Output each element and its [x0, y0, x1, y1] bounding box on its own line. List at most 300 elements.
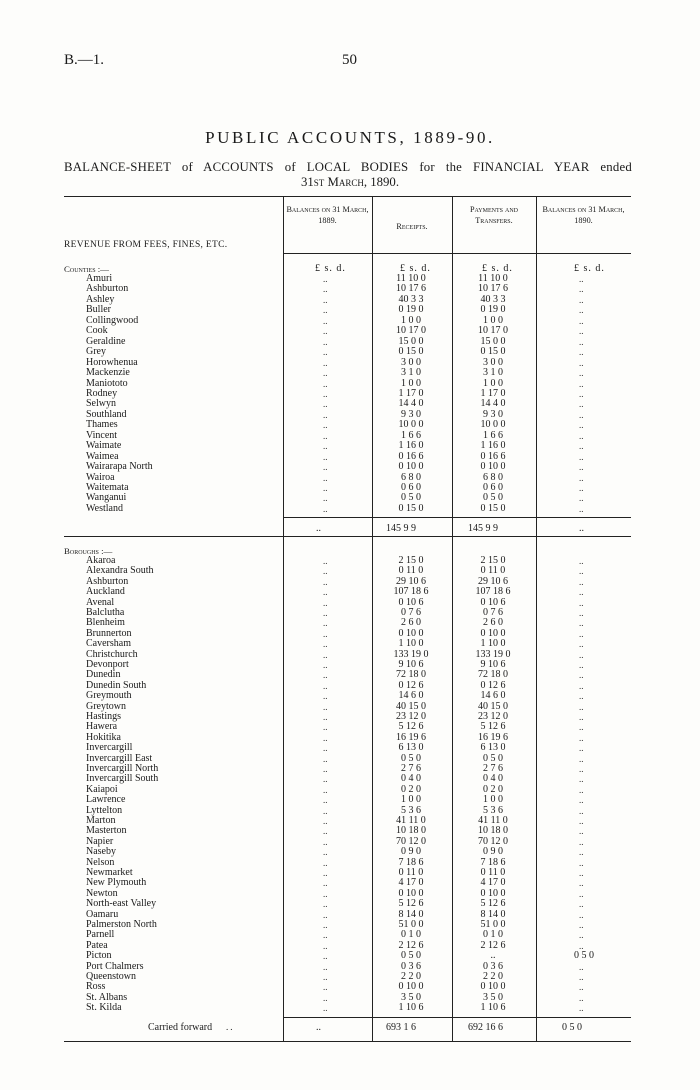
cell-receipts: 7 18 6: [398, 856, 424, 868]
cell-payments: 3 0 0: [483, 356, 503, 368]
cell-opening: ..: [323, 691, 328, 702]
group-heading-boroughs: Boroughs :—: [64, 546, 113, 556]
cell-payments: 1 0 0: [483, 314, 503, 326]
page-reference: B.—1.: [64, 52, 105, 68]
table-row: [64, 399, 631, 410]
cell-opening: ..: [323, 660, 328, 670]
row-name: Southland: [86, 408, 127, 420]
cell-payments: 70 12 0: [478, 835, 508, 847]
table-row: [64, 629, 631, 640]
cell-opening: ..: [323, 951, 328, 962]
cell-receipts: 1 10 6: [398, 1002, 424, 1014]
cell-receipts: 0 2 0: [401, 783, 421, 795]
header-rule: [283, 253, 631, 254]
cell-receipts: 8 14 0: [398, 908, 424, 920]
cell-receipts: 0 15 0: [398, 346, 424, 358]
cell-closing: ..: [579, 691, 584, 702]
row-name: Masterton: [86, 825, 127, 837]
cell-payments: 0 6 0: [483, 482, 503, 493]
cell-opening: ..: [323, 774, 328, 785]
table-row: [64, 930, 631, 941]
cell-receipts: 0 11 0: [398, 565, 424, 577]
table-row: [64, 483, 631, 494]
cell-closing: ..: [579, 556, 584, 566]
cell-opening: ..: [323, 326, 328, 337]
cell-opening: ..: [323, 628, 328, 639]
cell-opening: ..: [323, 378, 328, 389]
table-row: [64, 774, 631, 785]
cell-payments: 8 14 0: [480, 908, 506, 920]
cell-closing: ..: [579, 868, 584, 878]
cell-receipts: 1 17 0: [398, 387, 424, 399]
row-name: Vincent: [86, 429, 118, 441]
cell-payments: 41 11 0: [478, 815, 508, 826]
row-name: Wanganui: [86, 492, 127, 504]
cell-opening: ..: [323, 930, 328, 941]
cell-receipts: 72 18 0: [396, 669, 426, 681]
row-name: Nelson: [86, 856, 115, 868]
row-name: New Plymouth: [86, 877, 147, 889]
balance-sheet-table: [64, 196, 631, 1042]
row-name: Brunnerton: [86, 627, 132, 639]
cell-receipts: 0 10 6: [398, 596, 424, 608]
table-row: [64, 972, 631, 983]
cell-payments: 2 6 0: [483, 617, 503, 629]
row-name: Devonport: [86, 659, 129, 670]
cell-closing: ..: [579, 388, 584, 399]
row-name: Lawrence: [86, 794, 126, 806]
cell-closing: ..: [579, 649, 584, 660]
row-name: Napier: [86, 835, 114, 847]
cell-opening: ..: [323, 566, 328, 577]
cell-closing: ..: [579, 836, 584, 847]
cell-receipts: 0 11 0: [398, 867, 424, 878]
row-name: Mackenzie: [86, 367, 130, 379]
cell-receipts: 0 9 0: [401, 846, 421, 858]
total-rule: [283, 1017, 631, 1018]
cell-closing: ..: [579, 472, 584, 483]
row-name: Newton: [86, 887, 118, 899]
table-row: [64, 785, 631, 796]
cell-closing: ..: [579, 326, 584, 337]
table-row: [64, 816, 631, 827]
row-name: Waimate: [86, 440, 122, 452]
cell-closing: ..: [579, 784, 584, 795]
table-row: [64, 795, 631, 806]
cell-opening: ..: [323, 795, 328, 806]
cell-opening: ..: [323, 940, 328, 951]
row-name: Invercargill East: [86, 752, 153, 764]
cell-payments: 0 5 0: [483, 752, 503, 764]
group-heading-counties: Counties :—: [64, 264, 109, 274]
table-row: [64, 639, 631, 650]
subtotal-rule: [283, 517, 631, 518]
cell-receipts: 14 4 0: [398, 398, 424, 410]
row-name: Grey: [86, 346, 106, 358]
cell-opening: ..: [323, 597, 328, 608]
row-name: Blenheim: [86, 617, 125, 629]
cell-opening: ..: [323, 451, 328, 462]
cell-closing: ..: [579, 992, 584, 1003]
table-row: [64, 441, 631, 452]
cell-closing: ..: [579, 420, 584, 431]
cell-receipts: 3 5 0: [401, 991, 421, 1003]
cell-receipts: 11 10 0: [396, 273, 426, 284]
table-row: [64, 858, 631, 869]
row-name: Newmarket: [86, 867, 133, 878]
cell-payments: 2 12 6: [480, 939, 506, 951]
cell-closing: ..: [579, 920, 584, 930]
row-name: Westland: [86, 502, 123, 514]
cell-opening: ..: [323, 764, 328, 774]
table-row: [64, 1003, 631, 1014]
cell-opening: ..: [323, 888, 328, 899]
col-header-closing: Balances on 31 March, 1890.: [542, 205, 625, 225]
row-name: Kaiapoi: [86, 783, 118, 795]
cell-payments: 4 17 0: [480, 877, 506, 889]
cell-payments: 2 2 0: [483, 971, 503, 982]
cell-closing: ..: [579, 670, 584, 681]
row-name: Port Chalmers: [86, 960, 144, 972]
row-name: Greymouth: [86, 690, 132, 702]
table-row: [64, 962, 631, 973]
table-row: [64, 993, 631, 1004]
cell-receipts: 3 0 0: [401, 356, 421, 368]
section-heading: REVENUE FROM FEES, FINES, ETC.: [64, 240, 228, 250]
cell-closing: ..: [579, 847, 584, 858]
cell-receipts: 1 0 0: [401, 314, 421, 326]
cell-payments: 10 0 0: [480, 419, 506, 431]
row-name: Ashley: [86, 293, 115, 305]
cell-payments: 14 4 0: [480, 398, 506, 410]
cell-payments: 0 10 0: [480, 627, 506, 639]
cell-opening: ..: [323, 608, 328, 618]
counties-total-closing: ..: [579, 523, 584, 534]
unit-label: £ s. d.: [315, 263, 346, 274]
cell-closing: ..: [579, 899, 584, 910]
row-name: Cook: [86, 325, 108, 337]
row-name: Palmerston North: [86, 919, 157, 930]
cell-closing: ..: [579, 576, 584, 587]
cell-payments: 3 5 0: [483, 991, 503, 1003]
table-row: [64, 326, 631, 337]
cell-receipts: 2 2 0: [401, 971, 421, 982]
cell-payments: 40 15 0: [478, 700, 508, 712]
table-row: [64, 702, 631, 713]
row-name: Invercargill South: [86, 773, 159, 785]
table-row: [64, 650, 631, 661]
cell-closing: ..: [579, 982, 584, 993]
cell-payments: 3 1 0: [483, 367, 503, 379]
cell-receipts: 5 12 6: [398, 898, 424, 910]
cell-payments: 0 16 6: [480, 450, 506, 462]
cell-payments: 0 15 0: [480, 502, 506, 514]
col-header-receipts: Receipts.: [396, 222, 428, 231]
row-name: Collingwood: [86, 314, 139, 326]
row-name: North-east Valley: [86, 898, 157, 910]
subtitle-date: 31st March, 1890.: [300, 175, 400, 189]
cell-opening: ..: [323, 847, 328, 858]
cell-receipts: 1 0 0: [401, 794, 421, 806]
row-name: Balclutha: [86, 607, 125, 618]
cell-closing: ..: [579, 909, 584, 920]
cell-closing: ..: [579, 857, 584, 868]
cell-receipts: 40 3 3: [398, 293, 424, 305]
row-name: Thames: [86, 419, 118, 431]
cell-closing: ..: [579, 764, 584, 774]
cell-opening: ..: [323, 576, 328, 587]
cell-closing: ..: [579, 701, 584, 712]
cell-opening: ..: [323, 294, 328, 305]
table-row: [64, 274, 631, 285]
cell-receipts: 40 15 0: [396, 700, 426, 712]
table-row: [64, 826, 631, 837]
cell-receipts: 0 3 6: [401, 960, 421, 972]
cell-payments: 1 17 0: [480, 387, 506, 399]
cell-closing: ..: [579, 639, 584, 650]
cell-payments: 0 15 0: [480, 346, 506, 358]
cell-opening: ..: [323, 712, 328, 722]
row-name: Lyttelton: [86, 804, 123, 816]
cell-closing: ..: [579, 888, 584, 899]
cell-closing: ..: [579, 878, 584, 889]
subtitle: BALANCE-SHEET of ACCOUNTS of LOCAL BODIES for the FINANCIAL YEAR ended: [64, 160, 632, 174]
cell-receipts: 10 0 0: [398, 419, 424, 431]
cell-payments: 5 3 6: [483, 804, 503, 816]
cell-opening: ..: [323, 336, 328, 347]
table-row: [64, 305, 631, 316]
cell-opening: ..: [323, 315, 328, 326]
row-name: Avenal: [86, 596, 115, 608]
cell-opening: ..: [323, 784, 328, 795]
cell-closing: ..: [579, 618, 584, 629]
cell-opening: ..: [323, 503, 328, 514]
cell-receipts: 107 18 6: [393, 586, 429, 598]
table-row: [64, 982, 631, 993]
row-name: Rodney: [86, 387, 118, 399]
cell-payments: 0 12 6: [480, 679, 506, 691]
row-name: Selwyn: [86, 398, 116, 410]
cell-opening: ..: [323, 587, 328, 598]
table-row: [64, 941, 631, 952]
table-row: [64, 379, 631, 390]
cell-closing: ..: [579, 378, 584, 389]
row-name: Geraldine: [86, 335, 126, 347]
cell-opening: ..: [323, 274, 328, 284]
row-name: Wairarapa North: [86, 461, 153, 473]
table-row: [64, 868, 631, 879]
cell-closing: ..: [579, 347, 584, 358]
row-name: Dunedin South: [86, 679, 147, 691]
cell-closing: ..: [579, 430, 584, 441]
cell-closing: ..: [579, 930, 584, 941]
cell-opening: ..: [323, 816, 328, 826]
cell-closing: ..: [579, 961, 584, 972]
cell-opening: ..: [323, 493, 328, 504]
cell-closing: ..: [579, 1003, 584, 1014]
row-name: Wairoa: [86, 471, 115, 483]
row-name: Ashburton: [86, 283, 129, 295]
cell-receipts: 0 10 0: [398, 627, 424, 639]
cell-opening: ..: [323, 982, 328, 993]
cell-closing: ..: [579, 816, 584, 826]
cell-opening: ..: [323, 743, 328, 754]
row-name: Horowhenua: [86, 356, 138, 368]
cell-payments: 0 7 6: [483, 607, 503, 618]
cell-receipts: 0 16 6: [398, 450, 424, 462]
cell-receipts: 15 0 0: [398, 335, 424, 347]
cell-receipts: 10 17 6: [396, 283, 426, 295]
cell-payments: 2 15 0: [480, 555, 506, 566]
col-header-opening: Balances on 31 March, 1889.: [286, 205, 369, 225]
cell-opening: ..: [323, 409, 328, 420]
cell-receipts: 9 3 0: [401, 408, 421, 420]
cell-closing: ..: [579, 451, 584, 462]
cell-opening: ..: [323, 920, 328, 930]
cell-receipts: 1 10 0: [398, 638, 424, 650]
cell-receipts: 2 15 0: [398, 555, 424, 566]
cell-payments: 0 2 0: [483, 783, 503, 795]
cell-receipts: 0 5 0: [401, 950, 421, 962]
carried-forward-closing: 0 5 0: [562, 1022, 582, 1033]
cell-payments: 2 7 6: [483, 763, 503, 774]
table-row: [64, 347, 631, 358]
cell-receipts: 23 12 0: [396, 711, 426, 722]
cell-payments: 1 10 0: [480, 638, 506, 650]
cell-payments: 5 12 6: [480, 898, 506, 910]
cell-payments: 0 10 0: [480, 981, 506, 993]
row-name: Invercargill North: [86, 763, 159, 774]
cell-closing: ..: [579, 753, 584, 764]
cell-opening: ..: [323, 649, 328, 660]
cell-payments: 1 0 0: [483, 377, 503, 389]
cell-payments: 29 10 6: [478, 575, 508, 587]
cell-closing: ..: [579, 336, 584, 347]
row-name: Ross: [86, 981, 106, 993]
cell-payments: 0 10 0: [480, 887, 506, 899]
cell-closing: ..: [579, 972, 584, 982]
cell-closing: ..: [579, 462, 584, 473]
table-row: [64, 598, 631, 609]
cell-receipts: 133 19 0: [393, 648, 429, 660]
cell-closing: ..: [579, 680, 584, 691]
table-row: [64, 587, 631, 598]
row-name: Hokitika: [86, 731, 121, 743]
col-header-payments: Payments and Transfers.: [469, 205, 519, 225]
cell-payments: 14 6 0: [480, 690, 506, 702]
cell-payments: 72 18 0: [478, 669, 508, 681]
cell-closing: ..: [579, 357, 584, 368]
cell-payments: 0 11 0: [480, 565, 506, 577]
cell-payments: 10 18 0: [478, 825, 508, 837]
cell-opening: ..: [323, 284, 328, 295]
cell-opening: ..: [323, 680, 328, 691]
cell-closing: ..: [579, 368, 584, 379]
cell-opening: ..: [323, 805, 328, 816]
table-row: [64, 660, 631, 671]
row-name: Hastings: [86, 711, 121, 722]
cell-opening: ..: [323, 878, 328, 889]
cell-payments: 133 19 0: [475, 648, 511, 660]
cell-payments: 0 4 0: [483, 773, 503, 785]
table-row: [64, 722, 631, 733]
cell-opening: ..: [323, 441, 328, 452]
cell-receipts: 0 6 0: [401, 482, 421, 493]
cell-receipts: 0 10 0: [398, 887, 424, 899]
cell-payments: 0 19 0: [480, 304, 506, 316]
cell-opening: ..: [323, 368, 328, 379]
table-row: [64, 337, 631, 348]
cell-closing: ..: [579, 441, 584, 452]
carried-forward-opening: ..: [316, 1022, 321, 1033]
cell-receipts: 0 5 0: [401, 492, 421, 504]
cell-receipts: 0 4 0: [401, 773, 421, 785]
cell-payments: 51 0 0: [480, 919, 506, 930]
cell-opening: ..: [323, 826, 328, 837]
cell-closing: ..: [579, 409, 584, 420]
cell-receipts: 9 10 6: [398, 659, 424, 670]
cell-closing: ..: [579, 805, 584, 816]
cell-receipts: 29 10 6: [396, 575, 426, 587]
cell-opening: ..: [323, 347, 328, 358]
cell-closing: ..: [579, 608, 584, 618]
cell-payments: 0 3 6: [483, 960, 503, 972]
cell-opening: ..: [323, 961, 328, 972]
table-row: [64, 712, 631, 723]
row-name: Picton: [86, 950, 112, 962]
cell-receipts: 2 6 0: [401, 617, 421, 629]
cell-opening: ..: [323, 357, 328, 368]
cell-payments: 11 10 0: [478, 273, 508, 284]
cell-receipts: 6 8 0: [401, 471, 421, 483]
cell-closing: ..: [579, 305, 584, 316]
unit-label: £ s. d.: [574, 263, 605, 274]
unit-label: £ s. d.: [482, 263, 513, 274]
row-name: Dunedin: [86, 669, 121, 681]
cell-opening: ..: [323, 472, 328, 483]
cell-payments: 0 5 0: [483, 492, 503, 504]
cell-receipts: 3 1 0: [401, 367, 421, 379]
table-row: [64, 847, 631, 858]
cell-receipts: 1 0 0: [401, 377, 421, 389]
cell-closing: ..: [579, 566, 584, 577]
cell-payments: 1 10 6: [480, 1002, 506, 1014]
cell-opening: ..: [323, 972, 328, 982]
cell-receipts: 41 11 0: [396, 815, 426, 826]
cell-opening: ..: [323, 753, 328, 764]
cell-closing: ..: [579, 722, 584, 733]
cell-payments: 6 13 0: [480, 742, 506, 754]
cell-opening: ..: [323, 899, 328, 910]
table-row: [64, 733, 631, 744]
row-name: St. Kilda: [86, 1002, 122, 1014]
counties-total-payments: 145 9 9: [468, 523, 498, 534]
row-name: Maniototo: [86, 377, 128, 389]
cell-opening: ..: [323, 618, 328, 629]
cell-closing: ..: [579, 503, 584, 514]
table-row: [64, 608, 631, 619]
cell-opening: ..: [323, 701, 328, 712]
cell-receipts: 10 17 0: [396, 325, 426, 337]
cell-closing: ..: [579, 274, 584, 284]
cell-closing: ..: [579, 493, 584, 504]
table-row: [64, 493, 631, 504]
cell-payments: 40 3 3: [480, 293, 506, 305]
row-name: Alexandra South: [86, 565, 154, 577]
cell-payments: 1 16 0: [480, 440, 506, 452]
row-name: Queenstown: [86, 971, 136, 982]
cell-payments: 0 11 0: [480, 867, 506, 878]
